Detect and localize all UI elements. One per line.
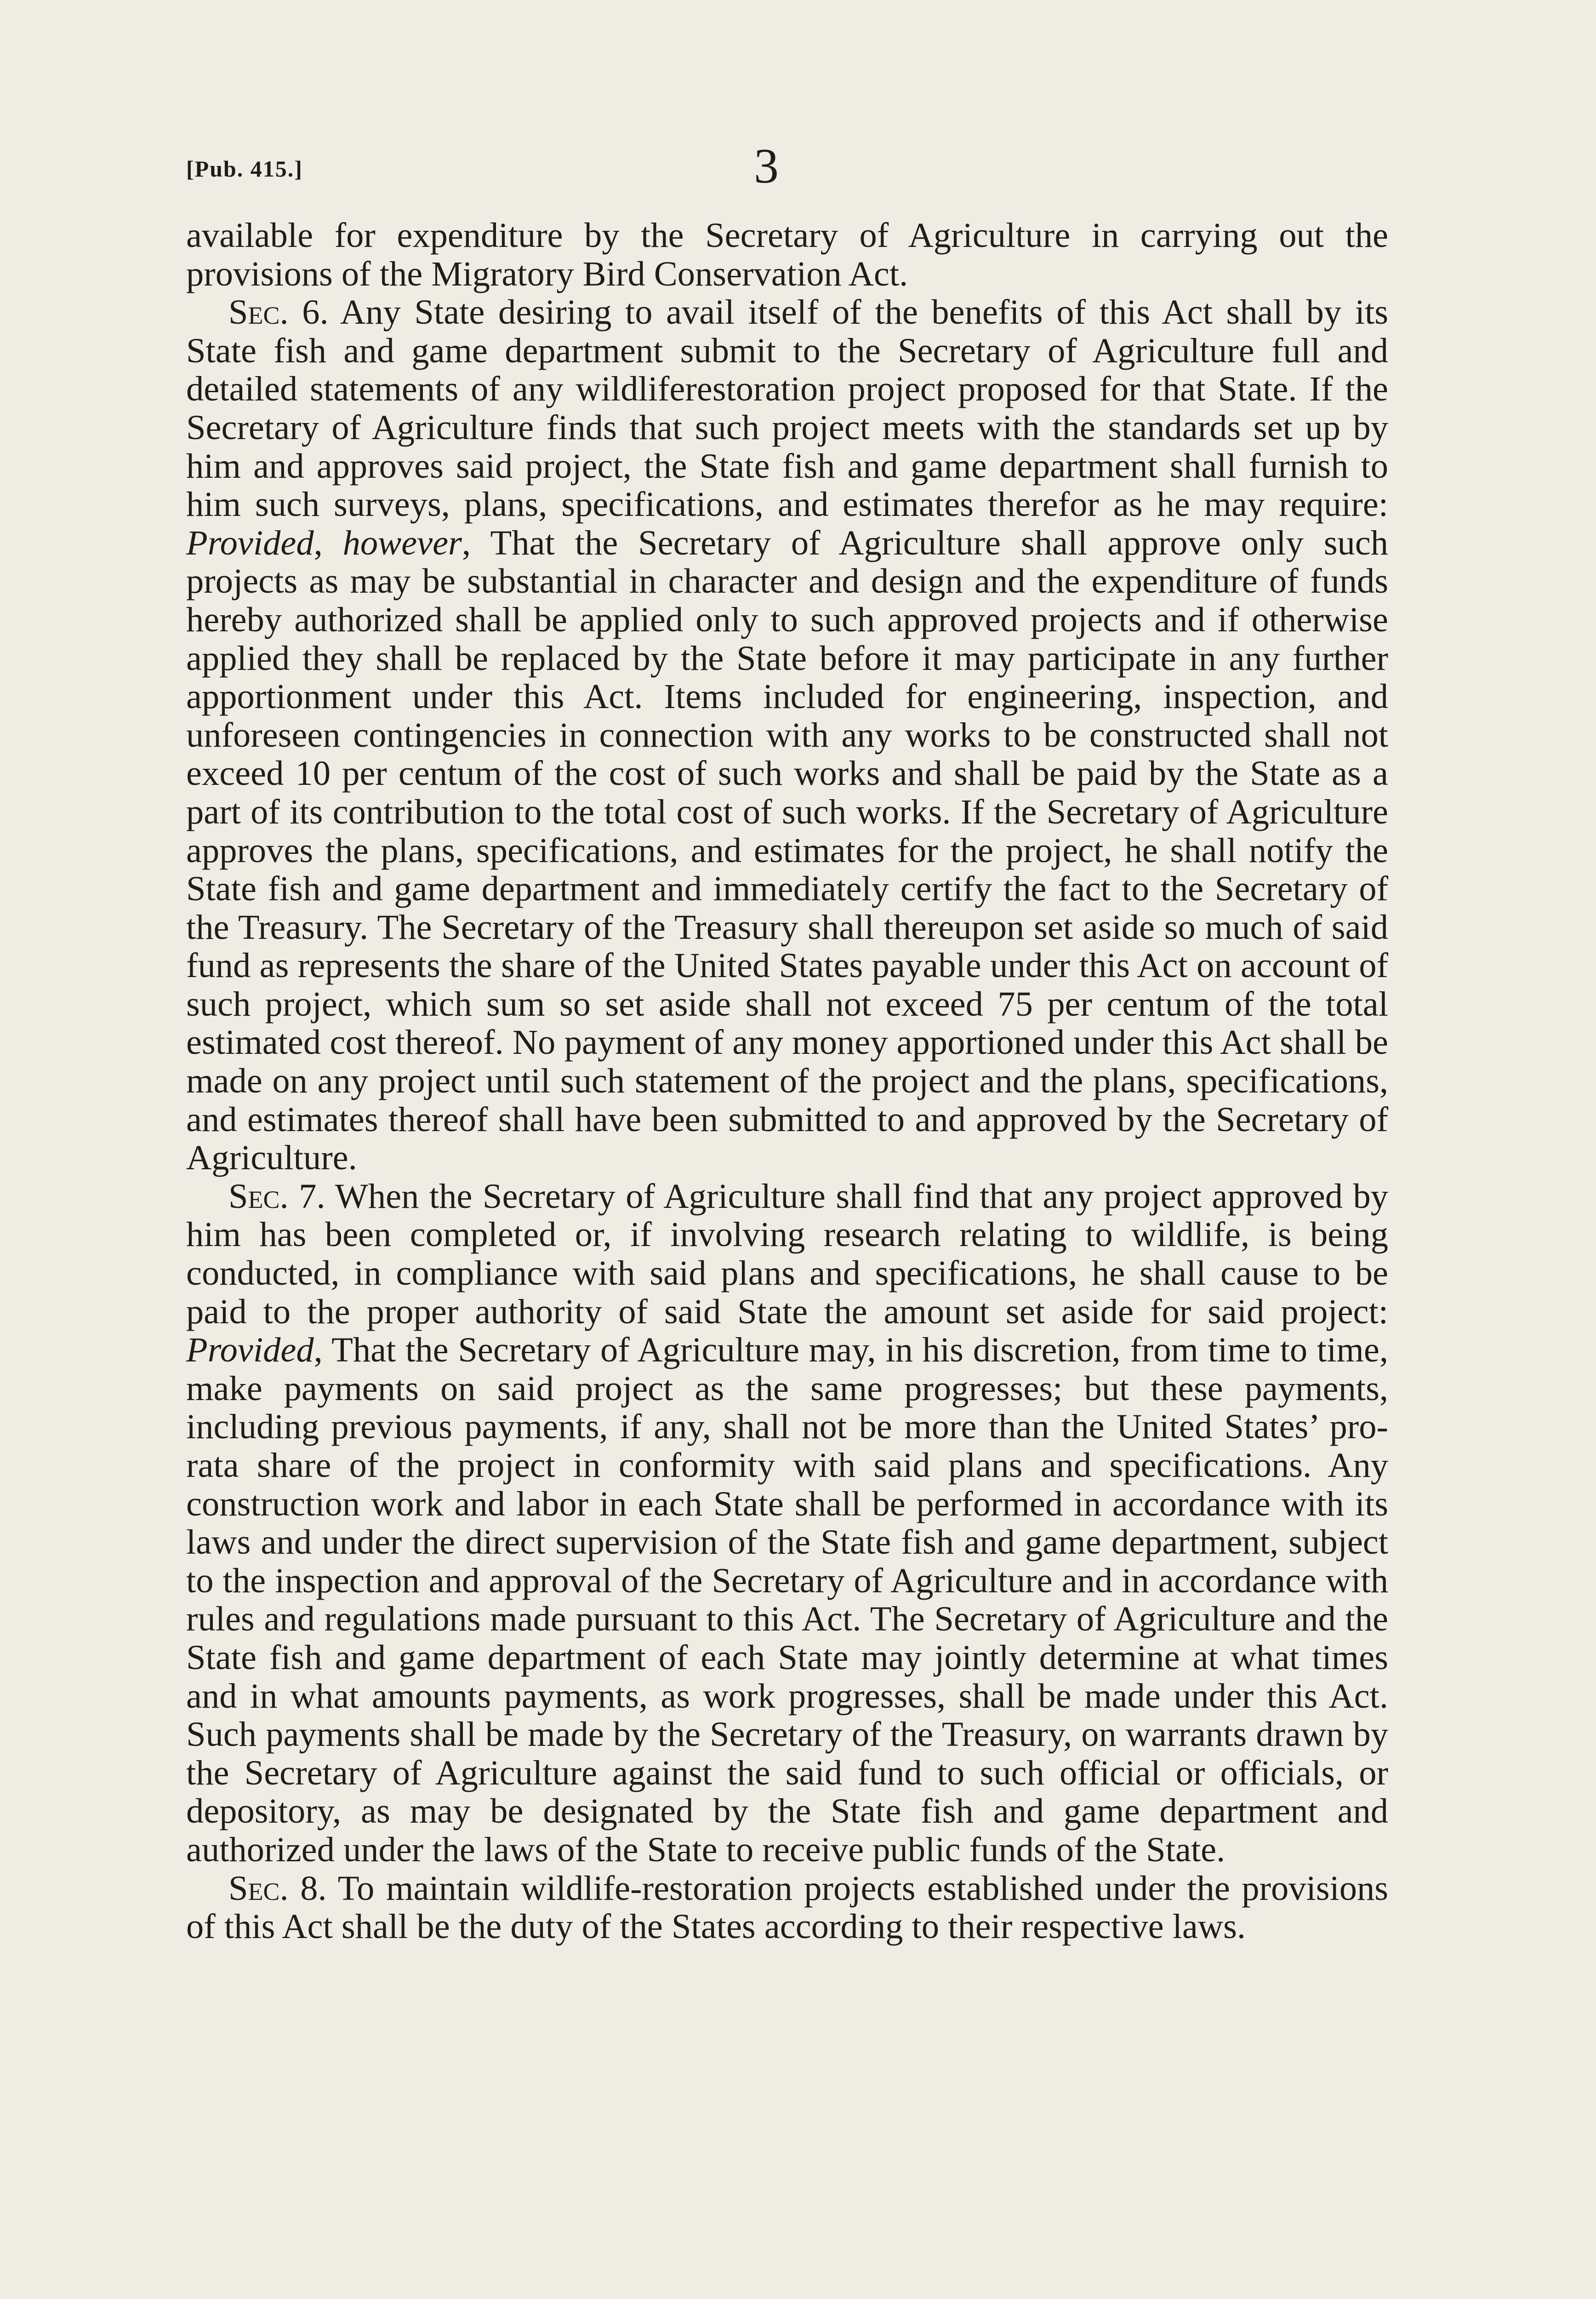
italic-term: however <box>342 523 462 562</box>
italic-term: Provided <box>186 1330 314 1370</box>
section-8-paragraph <box>186 1869 1388 1946</box>
text-segment: To maintain wildlife-restoration projects established under the provisions of this Act shall be the duty of the States according to their respective laws. <box>186 1868 1388 1946</box>
body-text <box>186 216 1388 1946</box>
text-segment: , That the Secretary of Agriculture shall approve only such projects as may be substantial in character and design and the expenditure of funds hereby authorized shall be applied only to such approved projects and if otherwise applied they shall be replaced by the State before it may participate in any further apportionment under this Act. Items included for engineering, inspection, and unforeseen contingencies in connection with any works to be constructed shall not exceed 10 per centum of the cost of such works and shall be paid by the State as a part of its contribution to the total cost of such works. If the Secretary of Agriculture approves the plans, specifications, and estimates for the project, he shall notify the State fish and game department and immediately certify the fact to the Secretary of the Treasury. The Secretary of the Treasury shall thereupon set aside so much of said fund as represents the share of the United States payable under this Act on account of such project, which sum so set aside shall not exceed 75 per centum of the total estimated cost thereof. No payment of any money apportioned under this Act shall be made on any project until such statement of the project and the plans, specifications, and estimates thereof shall have been submitted to and approved by the Secretary of Agriculture. <box>186 523 1388 1178</box>
page-number: 3 <box>754 139 779 194</box>
section-label: Sec. 8. <box>228 1868 327 1908</box>
section-6-paragraph <box>186 293 1388 1177</box>
italic-term: Provided <box>186 523 314 562</box>
text-segment: When the Secretary of Agriculture shall find that any project approved by him has been completed or, if involving research relating to wildlife, is being conducted, in compliance with said plans and specifications, he shall cause to be paid to the proper authority of said State the amount set aside for said project: <box>186 1176 1388 1331</box>
text-segment: , That the Secretary of Agriculture may, in his discretion, from time to time, make payments on said project as the same progresses; but these payments, including previous payments, if any, shall not be more than the United States’ pro-rata share of the project in conformity with said plans and specifications. Any construction work and labor in each State shall be performed in accordance with its laws and under the direct supervision of the State fish and game department, subject to the inspection and approval of the Secretary of Agriculture and in accordance with rules and regulations made pursuant to this Act. The Secretary of Agriculture and the State fish and game department of each State may jointly determine at what times and in what amounts payments, as work progresses, shall be made under this Act. Such payments shall be made by the Secretary of the Treasury, on warrants drawn by the Secretary of Agriculture against the said fund to such official or officials, or depository, as may be designated by the State fish and game department and authorized under the laws of the State to receive public funds of the State. <box>186 1330 1388 1869</box>
section-label: Sec. 6. <box>228 292 329 332</box>
text-segment: Any State desiring to avail itself of the benefits of this Act shall by its State fish and game department submit to the Secretary of Agriculture full and detailed statements of any wildliferestoration project proposed for that State. If the Secretary of Agriculture finds that such project meets with the standards set up by him and approves said project, the State fish and game department shall furnish to him such surveys, plans, specifications, and estimates therefor as he may require: <box>186 292 1388 524</box>
section-7-paragraph <box>186 1177 1388 1869</box>
running-head <box>186 138 1391 202</box>
paragraph-continuation <box>186 216 1388 293</box>
text-segment: available for expenditure by the Secretary of Agriculture in carrying out the provisions of the Migratory Bird Conservation Act. <box>186 216 1388 293</box>
publication-label: [Pub. 415.] <box>186 156 303 182</box>
text-segment: , <box>314 523 343 562</box>
section-label: Sec. 7. <box>228 1176 325 1216</box>
